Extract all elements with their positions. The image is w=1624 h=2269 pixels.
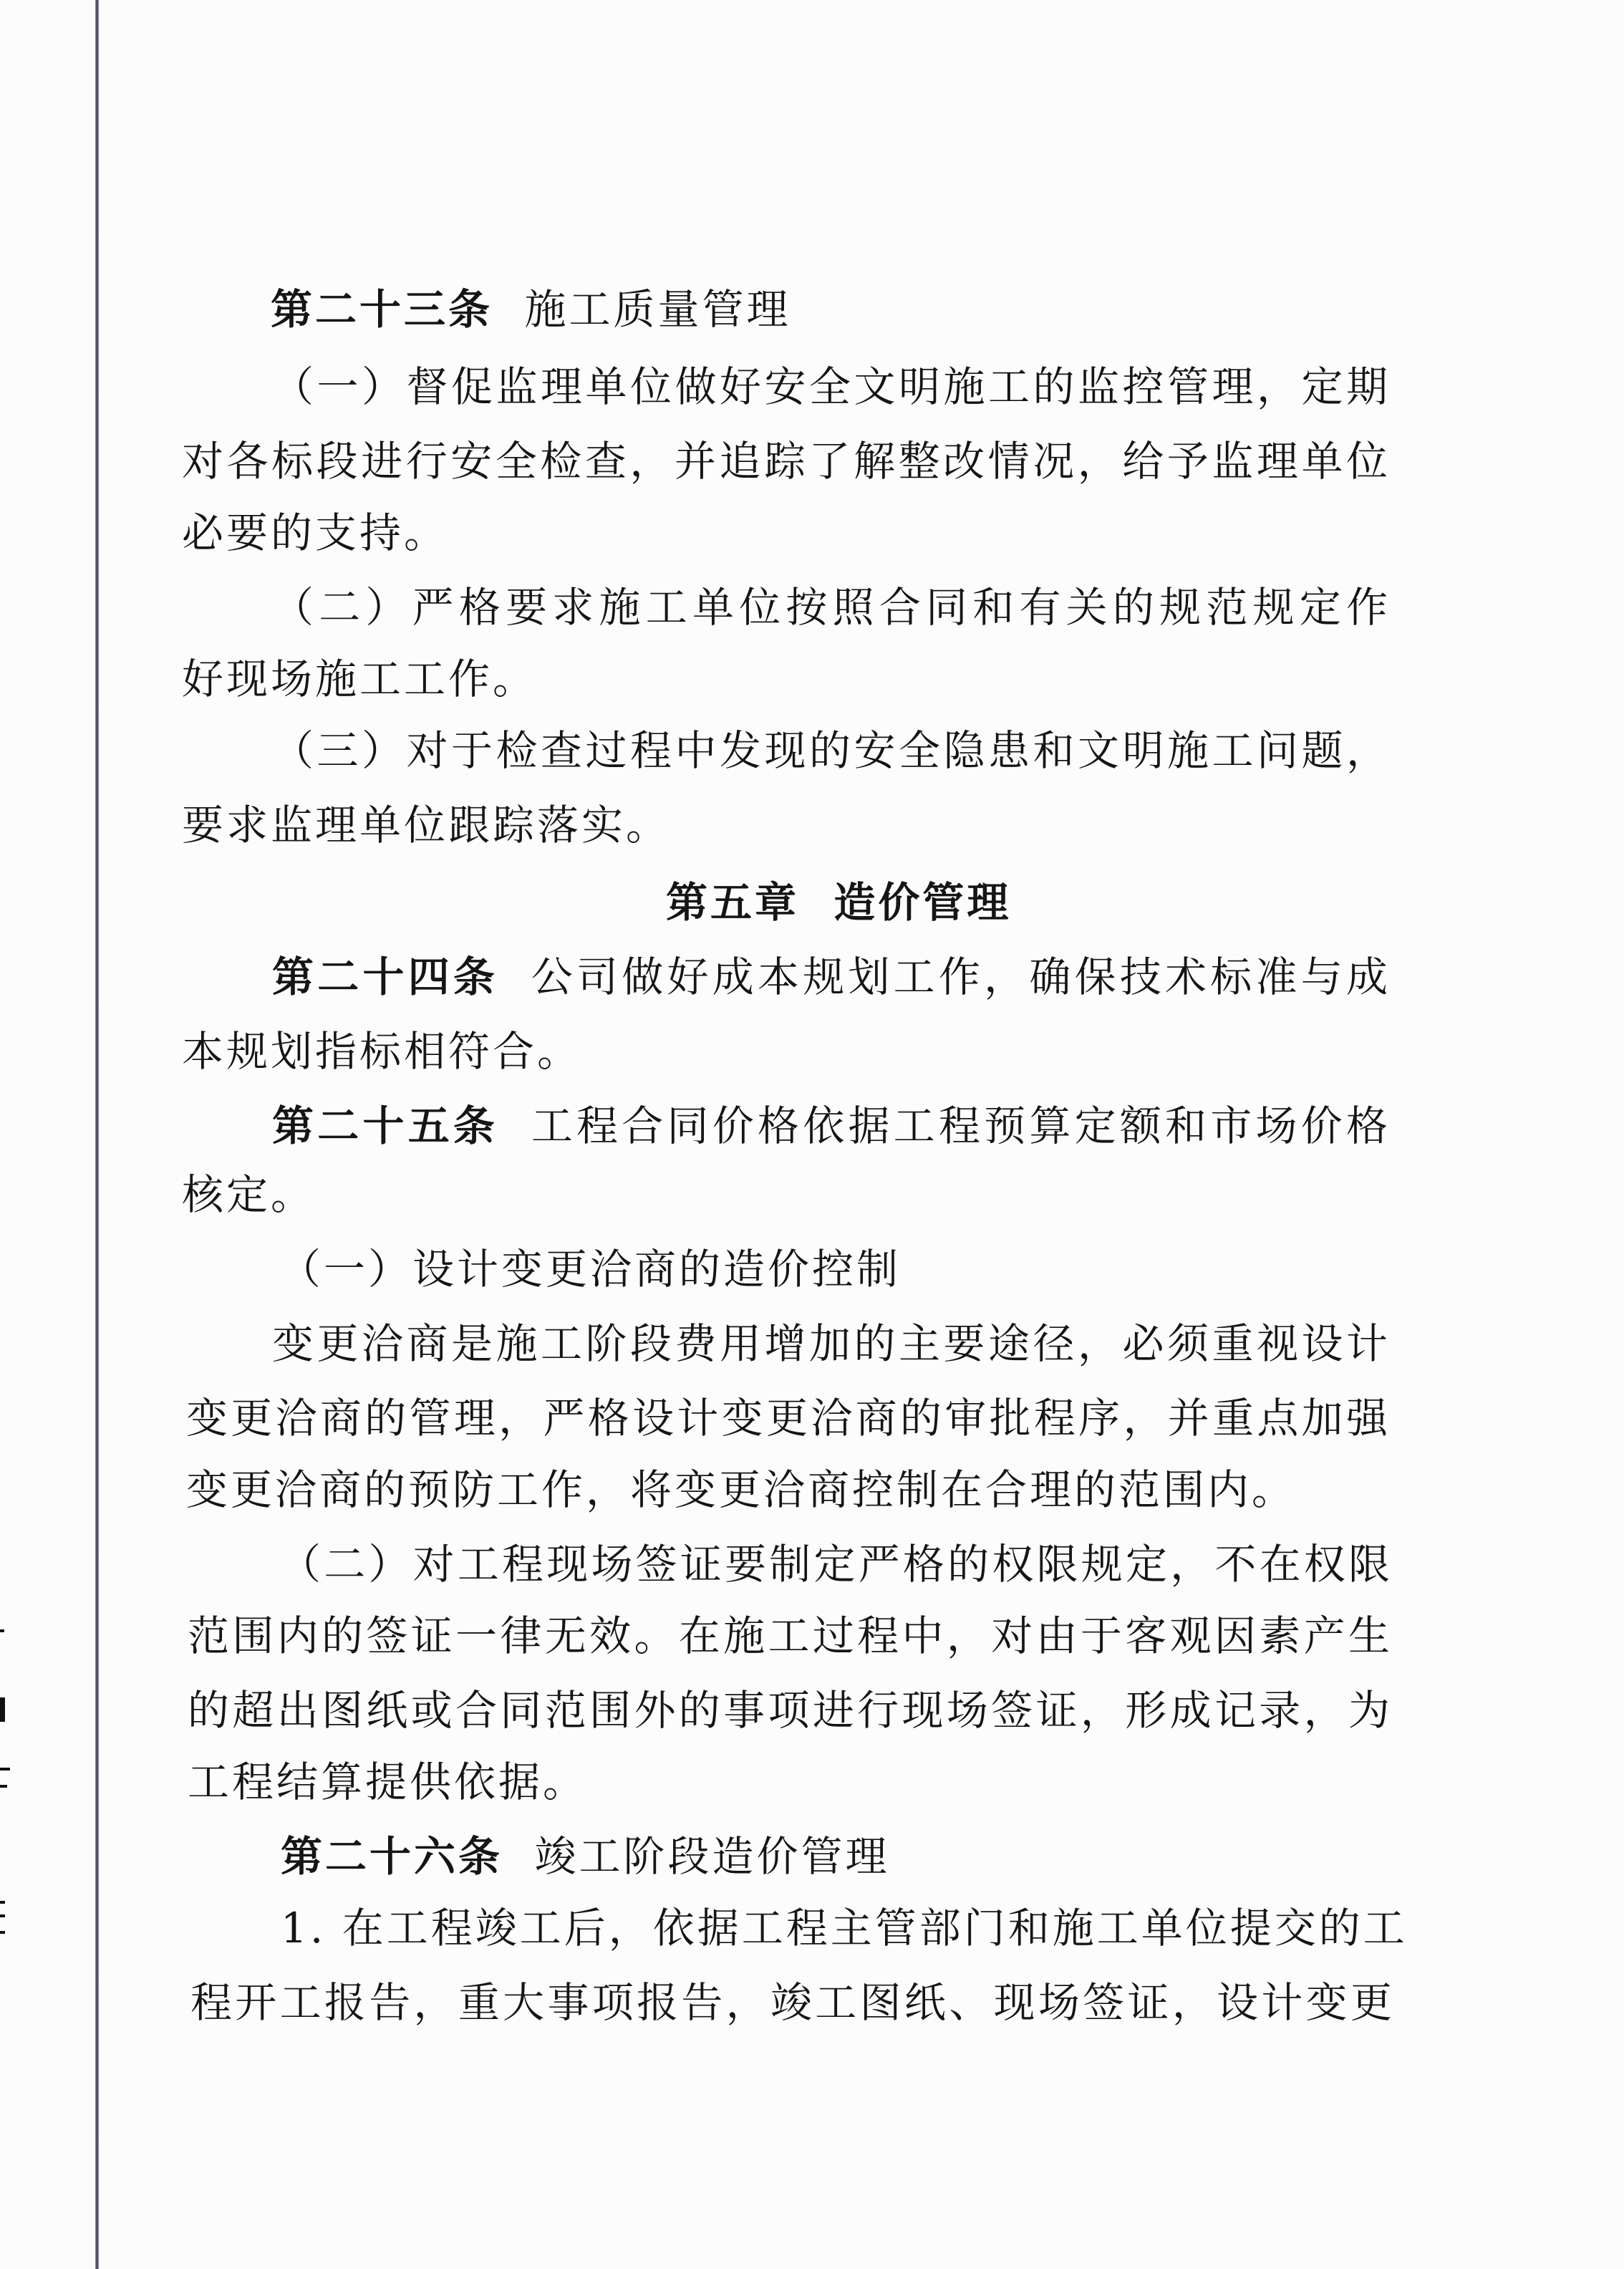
- article-24-number: 第二十四条: [272, 953, 499, 1001]
- article-23-number: 第二十三条: [271, 285, 493, 334]
- article-25-item-2-line-2: 范围内的签证一律无效。在施工过程中，对由于客观因素产生: [188, 1612, 1393, 1660]
- article-25-item-2-line-4: 工程结算提供依据。: [188, 1758, 588, 1806]
- article-23-item-1-line-1: （一）督促监理单位做好安全文明施工的监控管理，定期: [272, 362, 1391, 411]
- article-23-heading: [271, 284, 791, 334]
- article-23-item-2-line-1: （二）严格要求施工单位按照合同和有关的规范规定作: [272, 583, 1391, 632]
- article-26-number: 第二十六条: [281, 1832, 503, 1881]
- article-25-item-1-body-line-3: 变更洽商的预防工作，将变更洽商控制在合理的范围内。: [186, 1465, 1297, 1514]
- article-23-item-1-line-2: 对各标段进行安全检查，并追踪了解整改情况，给予监理单位: [182, 437, 1391, 486]
- article-25-line-1: [272, 1101, 1391, 1151]
- article-25-item-1-title: （一）设计变更洽商的造价控制: [279, 1245, 902, 1294]
- article-25-number: 第二十五条: [272, 1102, 499, 1150]
- article-25-text: 工程合同价格依据工程预算定额和市场价格: [531, 1102, 1391, 1150]
- article-23-title: 施工质量管理: [524, 285, 791, 334]
- article-25-item-1-body-line-1: 变更洽商是施工阶段费用增加的主要途径，必须重视设计: [272, 1319, 1391, 1368]
- article-24-text: 公司做好成本规划工作，确保技术标准与成: [531, 953, 1391, 1001]
- article-23-item-3-line-2: 要求监理单位跟踪落实。: [182, 801, 671, 849]
- article-23-item-3-line-1: （三）对于检查过程中发现的安全隐患和文明施工问题，: [272, 726, 1391, 775]
- chapter-5-title: 第五章 造价管理: [666, 878, 1012, 927]
- article-26-title: 竣工阶段造价管理: [534, 1832, 890, 1881]
- article-26-point-1-line-2: 程开工报告，重大事项报告，竣工图纸、现场签证，设计变更: [190, 1978, 1395, 2027]
- article-23-item-2-line-2: 好现场施工工作。: [182, 655, 538, 703]
- article-24-line-1: [272, 952, 1391, 1002]
- article-23-item-1-line-3: 必要的支持。: [182, 509, 449, 557]
- article-25-item-1-body-line-2: 变更洽商的管理，严格设计变更洽商的审批程序，并重点加强: [186, 1394, 1391, 1442]
- article-26-point-1-line-1: 1. 在工程竣工后，依据工程主管部门和施工单位提交的工: [281, 1904, 1408, 1952]
- article-25-item-2-line-1: （二）对工程现场签证要制定严格的权限规定，不在权限: [279, 1540, 1393, 1589]
- article-25-line-2: 核定。: [182, 1170, 316, 1219]
- article-24-line-2: 本规划指标相符合。: [182, 1027, 582, 1076]
- article-26-heading: [281, 1831, 889, 1882]
- article-25-item-2-line-3: 的超出图纸或合同范围外的事项进行现场签证，形成记录，为: [188, 1686, 1393, 1735]
